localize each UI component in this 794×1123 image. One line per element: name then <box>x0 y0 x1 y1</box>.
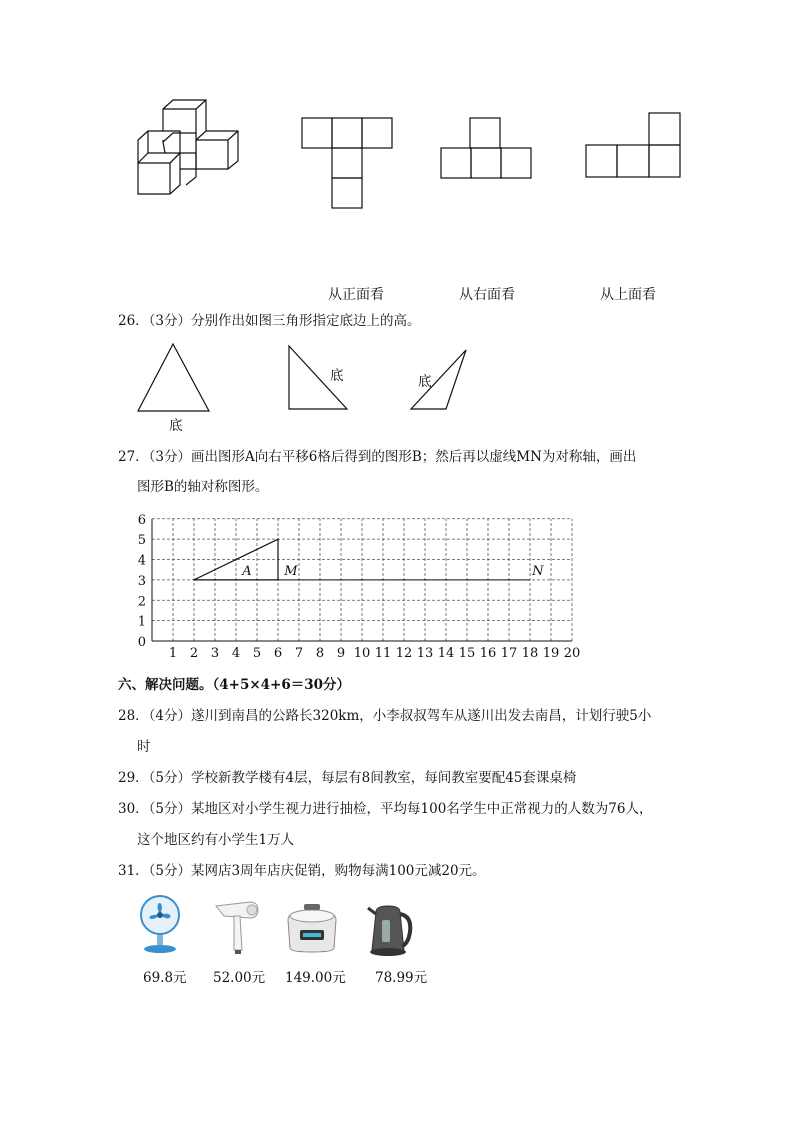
label-A: A <box>242 563 252 579</box>
x-tick-label: 1 <box>168 646 178 661</box>
x-tick-label: 5 <box>252 646 262 661</box>
question-26: 26．（3分）分别作出如图三角形指定底边上的高。 <box>118 313 421 329</box>
front-view-figure <box>300 117 400 217</box>
coordinate-grid <box>130 505 600 665</box>
question-28-line1: 28．（4分）遂川到南昌的公路长320km，小李叔叔驾车从遂川出发去南昌，计划行驶5小 <box>118 708 652 724</box>
x-tick-label: 17 <box>500 646 518 661</box>
label-N: N <box>532 563 544 579</box>
rice-cooker-icon <box>284 902 340 956</box>
y-tick-label: 5 <box>137 533 146 549</box>
x-tick-label: 14 <box>437 646 455 661</box>
x-tick-label: 7 <box>294 646 304 661</box>
x-tick-label: 3 <box>210 646 220 661</box>
x-tick-label: 8 <box>315 646 325 661</box>
x-tick-label: 10 <box>353 646 371 661</box>
x-tick-label: 11 <box>374 646 392 661</box>
base-label-1: 底 <box>169 418 183 434</box>
price-hair-dryer: 52.00元 <box>213 970 266 986</box>
x-tick-label: 4 <box>231 646 241 661</box>
hair-dryer-icon <box>212 898 262 958</box>
question-27-line1: 27．（3分）画出图形A向右平移6格后得到的图形B；然后再以虚线MN为对称轴，画出 <box>118 449 637 465</box>
electric-kettle-icon <box>366 900 416 958</box>
question-27-line2: 图形B的轴对称图形。 <box>137 479 269 495</box>
x-tick-label: 19 <box>542 646 560 661</box>
price-kettle: 78.99元 <box>375 970 428 986</box>
y-tick-label: 1 <box>137 614 146 630</box>
x-tick-label: 13 <box>416 646 434 661</box>
view-label-front: 从正面看 <box>328 287 384 303</box>
top-view-figure <box>585 112 685 182</box>
triangle-1 <box>136 342 216 417</box>
x-tick-label: 18 <box>521 646 539 661</box>
label-M: M <box>284 563 298 579</box>
y-tick-label: 6 <box>137 512 146 528</box>
question-30-line2: 这个地区约有小学生1万人 <box>137 832 295 848</box>
base-label-2: 底 <box>330 368 344 384</box>
y-tick-label: 4 <box>137 553 146 569</box>
x-tick-label: 6 <box>273 646 283 661</box>
question-28-line2: 时 <box>137 739 151 755</box>
y-tick-label: 0 <box>137 635 146 650</box>
question-31: 31．（5分）某网店3周年店庆促销，购物每满100元减20元。 <box>118 863 486 879</box>
x-tick-label: 15 <box>458 646 476 661</box>
x-tick-label: 9 <box>336 646 346 661</box>
x-tick-label: 16 <box>479 646 497 661</box>
cube-stack-figure <box>130 95 250 205</box>
y-tick-label: 3 <box>137 573 146 589</box>
price-rice-cooker: 149.00元 <box>285 970 346 986</box>
y-tick-label: 2 <box>137 594 146 610</box>
electric-fan-icon <box>137 895 187 955</box>
view-label-top: 从上面看 <box>600 287 656 303</box>
x-tick-label: 12 <box>395 646 413 661</box>
right-view-figure <box>440 117 540 187</box>
section-6-title: 六、解决问题。（4+5×4+6＝30分） <box>118 677 351 693</box>
x-tick-label: 20 <box>563 646 581 661</box>
view-label-right: 从右面看 <box>459 287 515 303</box>
x-tick-label: 2 <box>189 646 199 661</box>
question-30-line1: 30．（5分）某地区对小学生视力进行抽检，平均每100名学生中正常视力的人数为76人， <box>118 801 653 817</box>
question-29: 29．（5分）学校新教学楼有4层，每层有8间教室，每间教室要配45套课桌椅 <box>118 770 577 786</box>
base-label-3: 底 <box>418 374 432 390</box>
price-fan: 69.8元 <box>143 970 187 986</box>
